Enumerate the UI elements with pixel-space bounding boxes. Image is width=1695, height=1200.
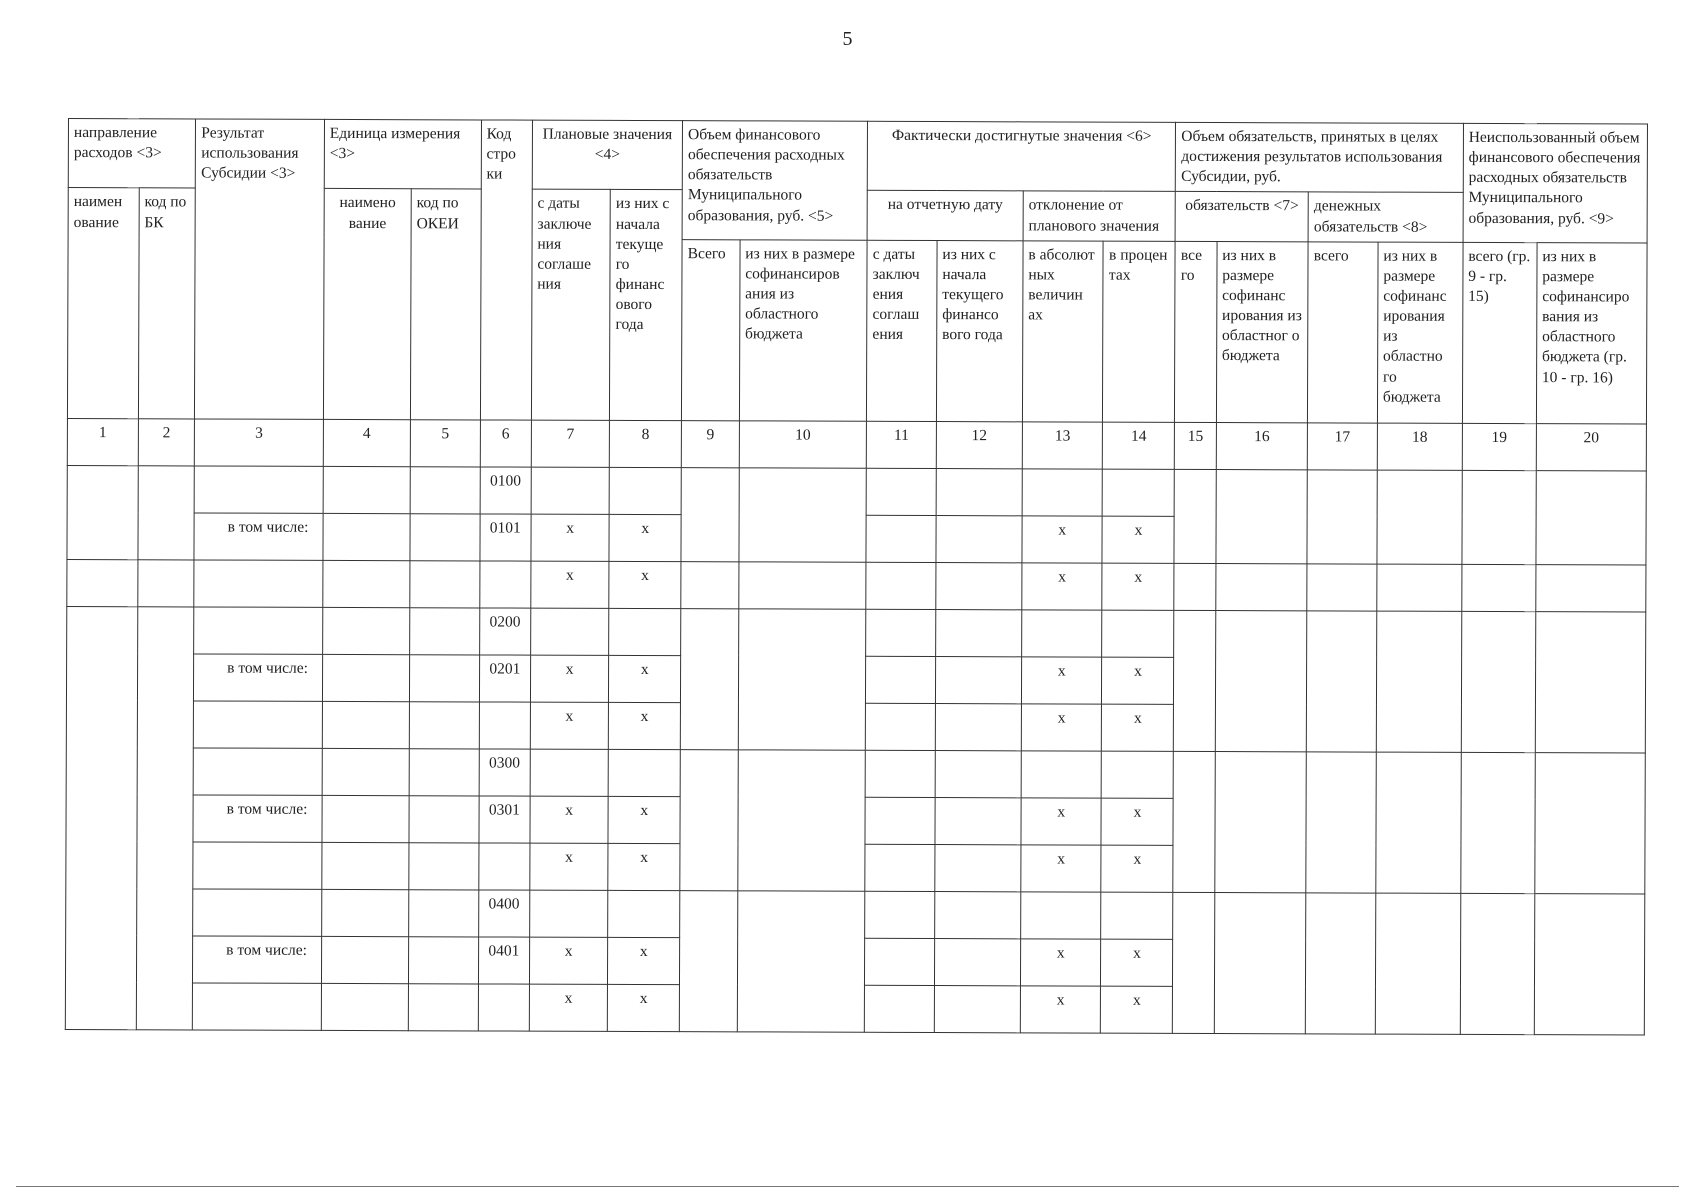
data-cell — [1215, 751, 1307, 892]
header-iz-nih-nachala: из них с начала текуще го финанс ового года — [610, 190, 683, 421]
header-iz-nih-18: из них в размере софинанс ирования из областно го бюджета — [1377, 242, 1463, 423]
data-cell — [1536, 564, 1646, 611]
data-cell — [1022, 610, 1103, 657]
data-cell — [935, 844, 1021, 891]
data-cell — [194, 466, 323, 513]
data-cell — [737, 891, 865, 1032]
column-number: 5 — [410, 419, 480, 466]
x-mark: x — [530, 702, 609, 749]
column-number: 10 — [739, 421, 867, 468]
x-mark: x — [1021, 657, 1102, 704]
column-number: 18 — [1377, 423, 1462, 470]
data-cell — [530, 608, 609, 655]
data-cell — [194, 560, 323, 607]
data-cell — [322, 842, 409, 889]
data-cell — [321, 983, 408, 1030]
x-mark: x — [1102, 563, 1174, 610]
x-mark: x — [608, 843, 680, 890]
data-cell — [67, 559, 138, 606]
column-number: 15 — [1175, 422, 1217, 469]
data-cell — [935, 656, 1021, 703]
header-fakticheski: Фактически достигнутые значения <6> — [867, 121, 1175, 191]
column-number: 14 — [1103, 422, 1175, 469]
column-number: 8 — [610, 420, 682, 467]
data-cell — [1102, 751, 1174, 798]
data-cell — [866, 562, 936, 609]
x-mark: x — [609, 561, 681, 608]
data-cell — [193, 842, 322, 889]
data-cell — [1377, 564, 1462, 611]
data-cell — [193, 889, 322, 936]
data-cell — [1103, 469, 1175, 516]
data-cell — [865, 844, 935, 891]
x-mark: x — [1020, 939, 1101, 986]
data-cell — [1214, 892, 1306, 1033]
x-mark: x — [1102, 657, 1174, 704]
table-row — [66, 888, 1645, 941]
data-cell — [935, 750, 1021, 797]
data-cell — [1174, 610, 1216, 751]
x-mark: x — [1102, 704, 1174, 751]
data-cell — [1306, 611, 1376, 752]
data-cell — [322, 654, 409, 701]
data-cell — [935, 703, 1021, 750]
data-cell — [1174, 563, 1216, 610]
data-cell — [1460, 893, 1535, 1034]
data-cell — [322, 795, 409, 842]
data-cell — [865, 985, 935, 1032]
data-cell — [322, 607, 409, 654]
data-cell — [409, 842, 479, 889]
column-number: 13 — [1022, 422, 1103, 469]
header-iz-nih-16: из них в размере софинанс ирования из областног о бюджета — [1216, 241, 1308, 422]
header-neispolz: Неиспользованный объем финансового обеспечения расходных обязательств Муниципального образования, руб. <9> — [1463, 123, 1648, 242]
header-vse-go-15: все го — [1175, 241, 1217, 422]
data-cell — [681, 467, 739, 561]
header-kod-bk: код по БК — [138, 188, 195, 418]
header-planovye: Плановые значения <4> — [532, 120, 682, 190]
data-cell — [608, 749, 680, 796]
row-code: 0401 — [478, 937, 529, 984]
x-mark: x — [1101, 798, 1173, 845]
data-cell — [322, 748, 409, 795]
data-cell — [322, 889, 409, 936]
data-cell — [866, 515, 936, 562]
data-cell — [1535, 752, 1646, 893]
data-cell — [865, 938, 935, 985]
data-cell — [1216, 563, 1308, 610]
header-otklonenie: отклонение от планового значения — [1023, 191, 1176, 241]
data-cell — [1307, 564, 1377, 611]
header-vsego-19: всего (гр. 9 - гр. 15) — [1462, 242, 1537, 423]
data-cell — [323, 513, 410, 560]
x-mark: x — [608, 984, 680, 1031]
data-cell — [409, 701, 479, 748]
x-mark: x — [531, 514, 610, 561]
data-cell — [193, 983, 322, 1030]
x-mark: x — [530, 843, 609, 890]
data-cell — [529, 890, 608, 937]
x-mark: x — [1102, 516, 1174, 563]
header-v-procentah: в процен тах — [1103, 241, 1176, 422]
data-cell — [408, 936, 478, 983]
data-cell — [1306, 752, 1376, 893]
data-cell — [410, 466, 480, 513]
data-cell — [680, 608, 738, 749]
data-cell — [1174, 469, 1216, 563]
header-naimenovanie: наимено вание — [323, 189, 411, 420]
data-cell — [1536, 470, 1646, 564]
x-mark: x — [609, 702, 681, 749]
row-code: 0400 — [478, 890, 529, 937]
header-obyazatelstv: обязательств <7> — [1175, 192, 1308, 242]
data-cell — [530, 749, 609, 796]
row-code: 0200 — [479, 608, 530, 655]
data-cell — [408, 983, 478, 1030]
data-cell — [531, 467, 610, 514]
footer-divider — [16, 1186, 1679, 1187]
data-cell — [1376, 611, 1461, 752]
data-cell — [409, 654, 479, 701]
data-cell — [1021, 892, 1102, 939]
column-number: 1 — [67, 418, 138, 465]
report-table — [65, 118, 1648, 1035]
column-number: 16 — [1216, 422, 1308, 469]
data-cell — [679, 890, 737, 1031]
data-cell — [410, 513, 480, 560]
v-tom-chisle-label: в том числе: — [193, 795, 322, 842]
data-cell — [194, 607, 323, 654]
column-number: 19 — [1462, 423, 1536, 470]
data-cell — [936, 562, 1022, 609]
column-number: 17 — [1307, 423, 1377, 470]
header-iz-nih-10: из них в размере софинансиров ания из областного бюджета — [739, 240, 867, 421]
column-number: 9 — [681, 420, 739, 467]
x-mark: x — [529, 984, 608, 1031]
x-mark: x — [530, 655, 609, 702]
data-cell — [1461, 752, 1536, 893]
x-mark: x — [530, 796, 609, 843]
data-cell — [478, 843, 529, 890]
data-cell — [934, 985, 1020, 1032]
data-cell — [1462, 470, 1536, 564]
data-cell — [1461, 611, 1536, 752]
header-row-1 — [68, 119, 1647, 194]
header-edinica: Единица измерения <3> — [324, 119, 481, 189]
x-mark: x — [1101, 845, 1173, 892]
x-mark: x — [609, 655, 681, 702]
column-number: 20 — [1536, 423, 1646, 470]
header-rezultat: Результат использования Субсидии <3> — [195, 119, 325, 419]
x-mark: x — [608, 796, 680, 843]
header-v-absolyut: в абсолют ных величин ах — [1022, 241, 1103, 422]
page-number: 5 — [842, 28, 853, 50]
data-cell — [934, 938, 1020, 985]
row-code: 0301 — [479, 796, 530, 843]
data-cell — [935, 891, 1021, 938]
x-mark: x — [608, 937, 680, 984]
data-cell — [1021, 751, 1102, 798]
data-cell — [194, 701, 323, 748]
data-cell — [609, 608, 681, 655]
data-cell — [738, 609, 866, 750]
x-mark: x — [1021, 845, 1102, 892]
table-row — [66, 747, 1645, 800]
data-cell — [194, 748, 323, 795]
data-cell — [1102, 610, 1174, 657]
data-cell — [935, 797, 1021, 844]
header-obem-obyaz: Объем обязательств, принятых в целях достижения результатов использования Субсидии, руб. — [1176, 122, 1464, 192]
data-cell — [138, 465, 195, 559]
data-cell — [680, 749, 738, 890]
column-numbers-row — [67, 418, 1646, 471]
data-cell — [65, 606, 137, 1029]
data-cell — [1173, 892, 1215, 1033]
data-cell — [323, 466, 410, 513]
data-cell — [1215, 610, 1307, 751]
data-cell — [323, 560, 410, 607]
table-row — [67, 559, 1646, 612]
column-number: 12 — [936, 421, 1022, 468]
data-cell — [1306, 893, 1376, 1034]
data-cell — [479, 561, 530, 608]
data-cell — [67, 465, 138, 559]
data-cell — [936, 515, 1022, 562]
data-cell — [409, 795, 479, 842]
data-cell — [1535, 611, 1646, 752]
data-cell — [681, 561, 739, 608]
data-cell — [866, 609, 936, 656]
data-cell — [865, 891, 935, 938]
x-mark: x — [1101, 939, 1173, 986]
data-cell — [738, 750, 866, 891]
data-cell — [409, 748, 479, 795]
x-mark: x — [529, 937, 608, 984]
data-cell — [136, 606, 194, 1029]
header-vsego-9: Всего — [682, 239, 740, 420]
header-iz-nih-20: из них в размере софинансиро вания из областного бюджета (гр. 10 - гр. 16) — [1536, 242, 1647, 423]
data-cell — [1377, 470, 1462, 564]
data-cell — [1216, 469, 1308, 563]
v-tom-chisle-label: в том числе: — [193, 936, 322, 983]
data-cell — [1376, 752, 1461, 893]
data-cell — [866, 656, 936, 703]
header-na-otchetnuyu: на отчетную дату — [867, 191, 1023, 241]
data-cell — [1022, 469, 1103, 516]
header-obem-fin: Объем финансового обеспечения расходных обязательств Муниципального образования, руб. <5> — [682, 121, 868, 240]
data-cell — [479, 702, 530, 749]
data-cell — [1173, 751, 1215, 892]
table-row — [67, 465, 1646, 518]
data-cell — [936, 609, 1022, 656]
header-s-daty-11: с даты заключ ения соглаш ения — [867, 240, 937, 421]
data-cell — [410, 607, 480, 654]
header-vsego-17: всего — [1308, 242, 1378, 423]
x-mark: x — [1020, 986, 1101, 1033]
data-cell — [936, 468, 1022, 515]
x-mark: x — [1022, 563, 1103, 610]
column-number: 11 — [866, 421, 936, 468]
data-cell — [1462, 564, 1536, 611]
data-cell — [608, 890, 680, 937]
data-cell — [1534, 893, 1645, 1034]
data-cell — [410, 560, 480, 607]
header-napravlenie: направление расходов <3> — [68, 119, 196, 189]
x-mark: x — [531, 561, 610, 608]
data-cell — [739, 468, 867, 562]
v-tom-chisle-label: в том числе: — [194, 654, 323, 701]
data-cell — [1375, 893, 1460, 1034]
x-mark: x — [1021, 704, 1102, 751]
header-kod-stroki: Код стро ки — [480, 120, 532, 420]
data-cell — [1101, 892, 1173, 939]
data-cell — [478, 984, 529, 1031]
data-cell — [866, 703, 936, 750]
row-code: 0201 — [479, 655, 530, 702]
x-mark: x — [1022, 516, 1103, 563]
data-cell — [865, 750, 935, 797]
data-cell — [409, 889, 479, 936]
data-cell — [866, 468, 936, 515]
v-tom-chisle-label: в том числе: — [194, 513, 323, 560]
x-mark: x — [609, 514, 681, 561]
row-code: 0300 — [479, 749, 530, 796]
header-naim-ovanie: наимен ование — [67, 188, 139, 419]
column-number: 2 — [138, 418, 195, 465]
data-cell — [739, 562, 867, 609]
x-mark: x — [1101, 986, 1173, 1033]
data-cell — [322, 701, 409, 748]
data-cell — [321, 936, 408, 983]
data-cell — [1307, 470, 1377, 564]
table-row — [67, 606, 1646, 659]
column-number: 4 — [323, 419, 410, 466]
row-code: 0100 — [480, 467, 531, 514]
header-s-daty: с даты заключе ния соглаше ния — [531, 190, 610, 421]
header-iz-nih-12: из них с начала текущего финансо вого года — [936, 240, 1023, 421]
data-cell — [609, 467, 681, 514]
column-number: 3 — [195, 419, 324, 466]
row-code: 0101 — [480, 514, 531, 561]
column-number: 6 — [480, 420, 531, 467]
column-number: 7 — [531, 420, 610, 467]
x-mark: x — [1021, 798, 1102, 845]
header-denezhnyh: денежных обязательств <8> — [1308, 192, 1463, 242]
data-cell — [138, 559, 195, 606]
data-cell — [865, 797, 935, 844]
header-kod-okei: код по ОКЕИ — [410, 189, 481, 420]
